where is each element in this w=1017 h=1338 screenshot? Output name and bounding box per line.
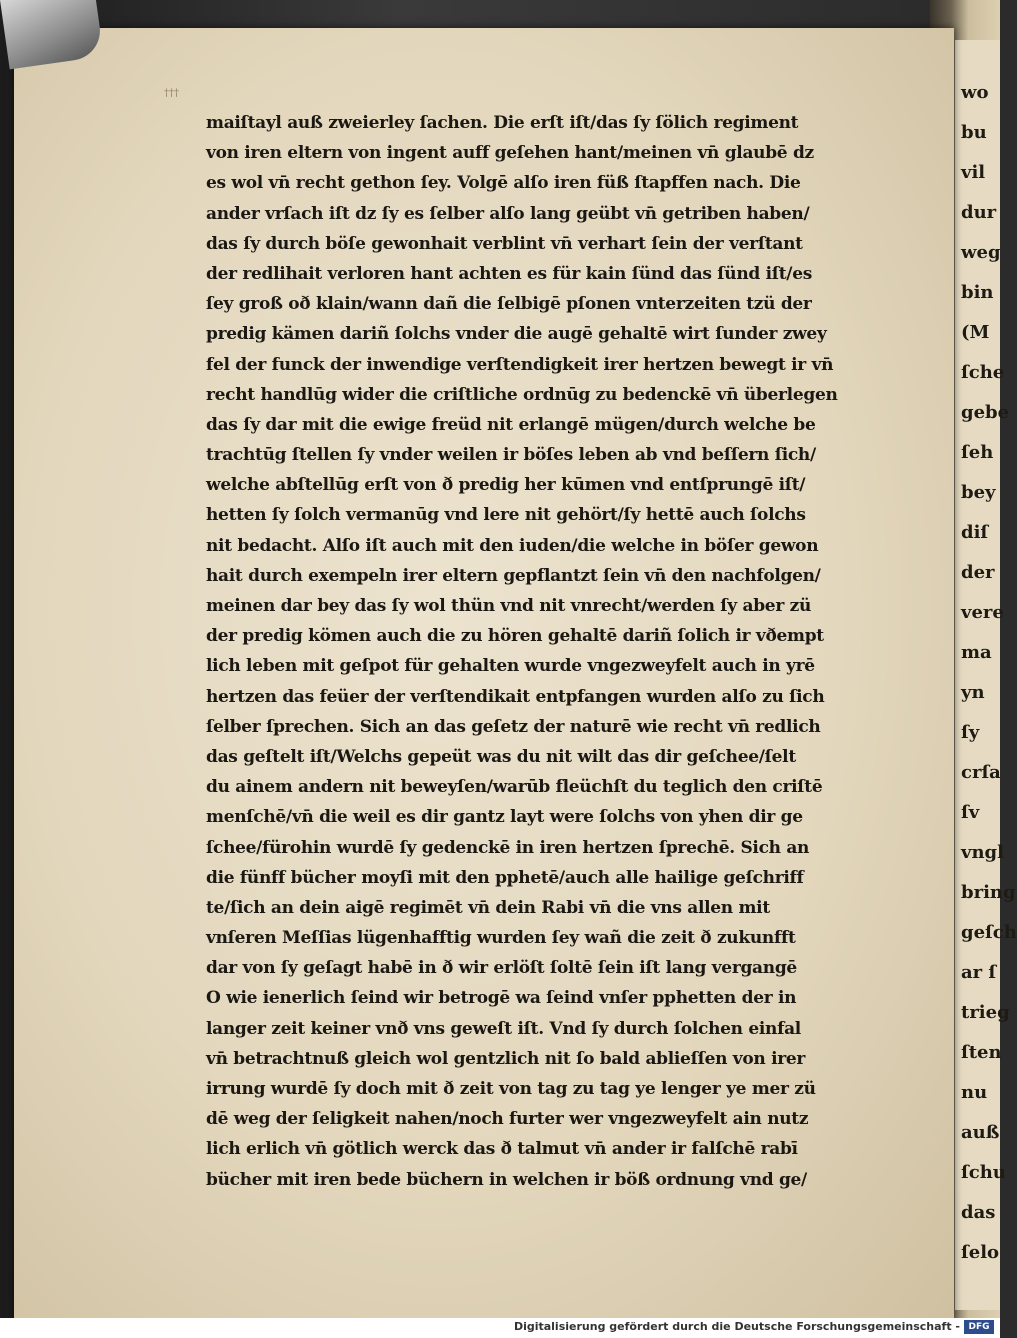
text-line: der redlihait verloren hant achten es für kain ſünd das ſünd iſt/es [206,263,813,284]
text-line: nit bedacht. Alſo iſt auch mit den iuden/die welche in böſer gewon [206,535,819,556]
text-line: recht handlūg wider die criſtliche ordnūg zu bedenckē vn̄ überlegen [206,384,838,405]
text-line: menſchē/vn̄ die weil es dir gantz layt were ſolchs von yhen dir ge [206,807,803,828]
text-line: welche abſtellūg erſt von ð predig her kūmen vnd entſprungē iſt/ [206,475,806,496]
text-line: lich leben mit geſpot für gehalten wurde vngezweyfelt auch in yrē [206,656,815,677]
text-line: das ſy durch böſe gewonhait verblint vn̄ verhart ſein der verſtant [206,233,803,254]
facing-page-fragment: vere [961,602,1004,623]
text-line: bücher mit iren bede büchern in welchen ir böß ordnung vnd ge/ [206,1169,807,1190]
blackletter-text-block [206,108,906,1195]
text-line: du ainem andern nit beweyſen/warūb fleüchſt du teglich den criſtē [206,777,823,798]
text-line: die fünff bücher moyſi mit den pphetē/auch alle hailige geſchriff [206,867,804,888]
facing-page-fragment: crſa [961,762,1001,783]
text-line: der predig kömen auch die zu hören gehaltē dariñ ſolich ir vðempt [206,626,824,647]
text-line: dē weg der ſeligkeit nahen/noch furter wer vngezweyfelt ain nutz [206,1109,809,1130]
text-line: ander vrſach iſt dz ſy es ſelber alſo lang geübt vn̄ getriben haben/ [206,203,810,224]
facing-page-fragment: dur [961,202,997,223]
text-line: fel der funck der inwendige verſtendigkeit irer hertzen bewegt ir vn̄ [206,354,834,375]
text-line: vn̄ betrachtnuß gleich wol gentzlich nit ſo bald ablieſſen von irer [206,1048,806,1069]
text-line: vnſeren Meſſias lügenhafftig wurden ſey wañ die zeit ð zukunfft [206,928,796,949]
facing-page-fragment: das [961,1202,996,1223]
facing-page-fragment: weg [961,242,1001,263]
text-line: O wie ienerlich ſeind wir betrogē wa ſeind vnſer pphetten der in [206,988,797,1009]
text-line: te/ſich an dein aigē regimēt vn̄ dein Rabi vn̄ die vns allen mit [206,897,770,918]
text-line: es wol vn̄ recht gethon ſey. Volgē alſo iren füß ſtapffen nach. Die [206,173,801,194]
facing-page-fragment: ſy [961,722,980,743]
text-line: hertzen das feüer der verſtendikait entpfangen wurden alſo zu ſich [206,686,825,707]
facing-page-fragment: trieg [961,1002,1010,1023]
facing-page-fragment: bu [961,122,987,143]
text-line: langer zeit keiner vnð vns geweſt iſt. Vnd ſy durch ſolchen einfal [206,1018,801,1039]
text-line: von iren eltern von ingent auff geſehen hant/meinen vn̄ glaubē dz [206,143,814,164]
facing-page-fragment: ſelo [961,1242,1000,1263]
facing-page-fragment: auß [961,1122,1000,1143]
facing-page-fragment: ma [961,642,992,663]
text-line: ſchee/fürohin wurdē ſy gedenckē in iren hertzen ſprechē. Sich an [206,837,810,858]
facing-page-fragment: geſch [961,922,1017,943]
text-line: ſey groß oð klain/wann dañ die ſelbigē pſonen vnterzeiten tzü der [206,294,812,315]
text-line: predig kämen dariñ ſolchs vnder die augē gehaltē wirt ſunder zwey [206,324,827,345]
dfg-logo: DFG [964,1320,994,1334]
marginal-mark: ††† [164,88,179,99]
facing-page-fragment: der [961,562,995,583]
text-line: das geſtelt iſt/Welchs gepeüt was du nit wilt das dir geſchee/ſelt [206,746,796,767]
facing-page-fragment: ſten [961,1042,1002,1063]
footer-bar [0,1318,1000,1338]
text-line: meinen dar bey das ſy wol thün vnd nit vnrecht/werden ſy aber zü [206,596,812,616]
facing-page-fragment: diſ [961,522,989,543]
facing-page-fragment: ſeh [961,442,994,463]
facing-page-fragment: ar ſ [961,962,997,983]
facing-page-fragment: bey [961,482,996,503]
funding-credit: Digitalisierung gefördert durch die Deutsche Forschungsgemeinschaft - [513,1320,960,1333]
facing-page-fragment: ſchu [961,1162,1006,1183]
facing-page-fragment: vil [961,162,986,183]
facing-page-fragment: yn [961,682,985,703]
facing-page-fragment: wo [961,82,989,103]
facing-page-fragment: vngl [961,842,1004,863]
text-line: das ſy dar mit die ewige freüd nit erlangē mügen/durch welche be [206,414,816,435]
facing-page-fragment: bin [961,282,994,303]
text-line: ſelber ſprechen. Sich an das geſetz der naturē wie recht vn̄ redlich [206,716,821,737]
text-line: trachtūg ſtellen ſy vnder weilen ir böſes leben ab vnd beſſern ſich/ [206,445,816,466]
text-line: irrung wurdē ſy doch mit ð zeit von tag zu tag ye lenger ye mer zü [206,1079,816,1099]
facing-page-fragment: (M [961,322,990,343]
text-line: maiſtayl auß zweierley ſachen. Die erſt iſt/das ſy ſölich regiment [206,113,799,133]
facing-page-edge [955,40,1017,1310]
facing-page-fragment: ſv [961,802,980,823]
facing-page-fragment: ſche [961,362,1005,383]
facing-page-fragment: nu [961,1082,988,1103]
facing-page-fragment: bring [961,882,1016,903]
text-line: dar von ſy geſagt habē in ð wir erlöſt ſoltē ſein iſt lang vergangē [206,958,797,979]
text-line: hetten ſy ſolch vermanūg vnd lere nit gehört/ſy hettē auch ſolchs [206,505,806,526]
text-line: hait durch exempeln irer eltern gepflantzt ſein vn̄ den nachfolgen/ [206,565,821,586]
text-line: lich erlich vn̄ götlich werck das ð talmut vn̄ ander ir falſchē rabī [206,1139,798,1160]
facing-page-fragment: gebe [961,402,1010,423]
